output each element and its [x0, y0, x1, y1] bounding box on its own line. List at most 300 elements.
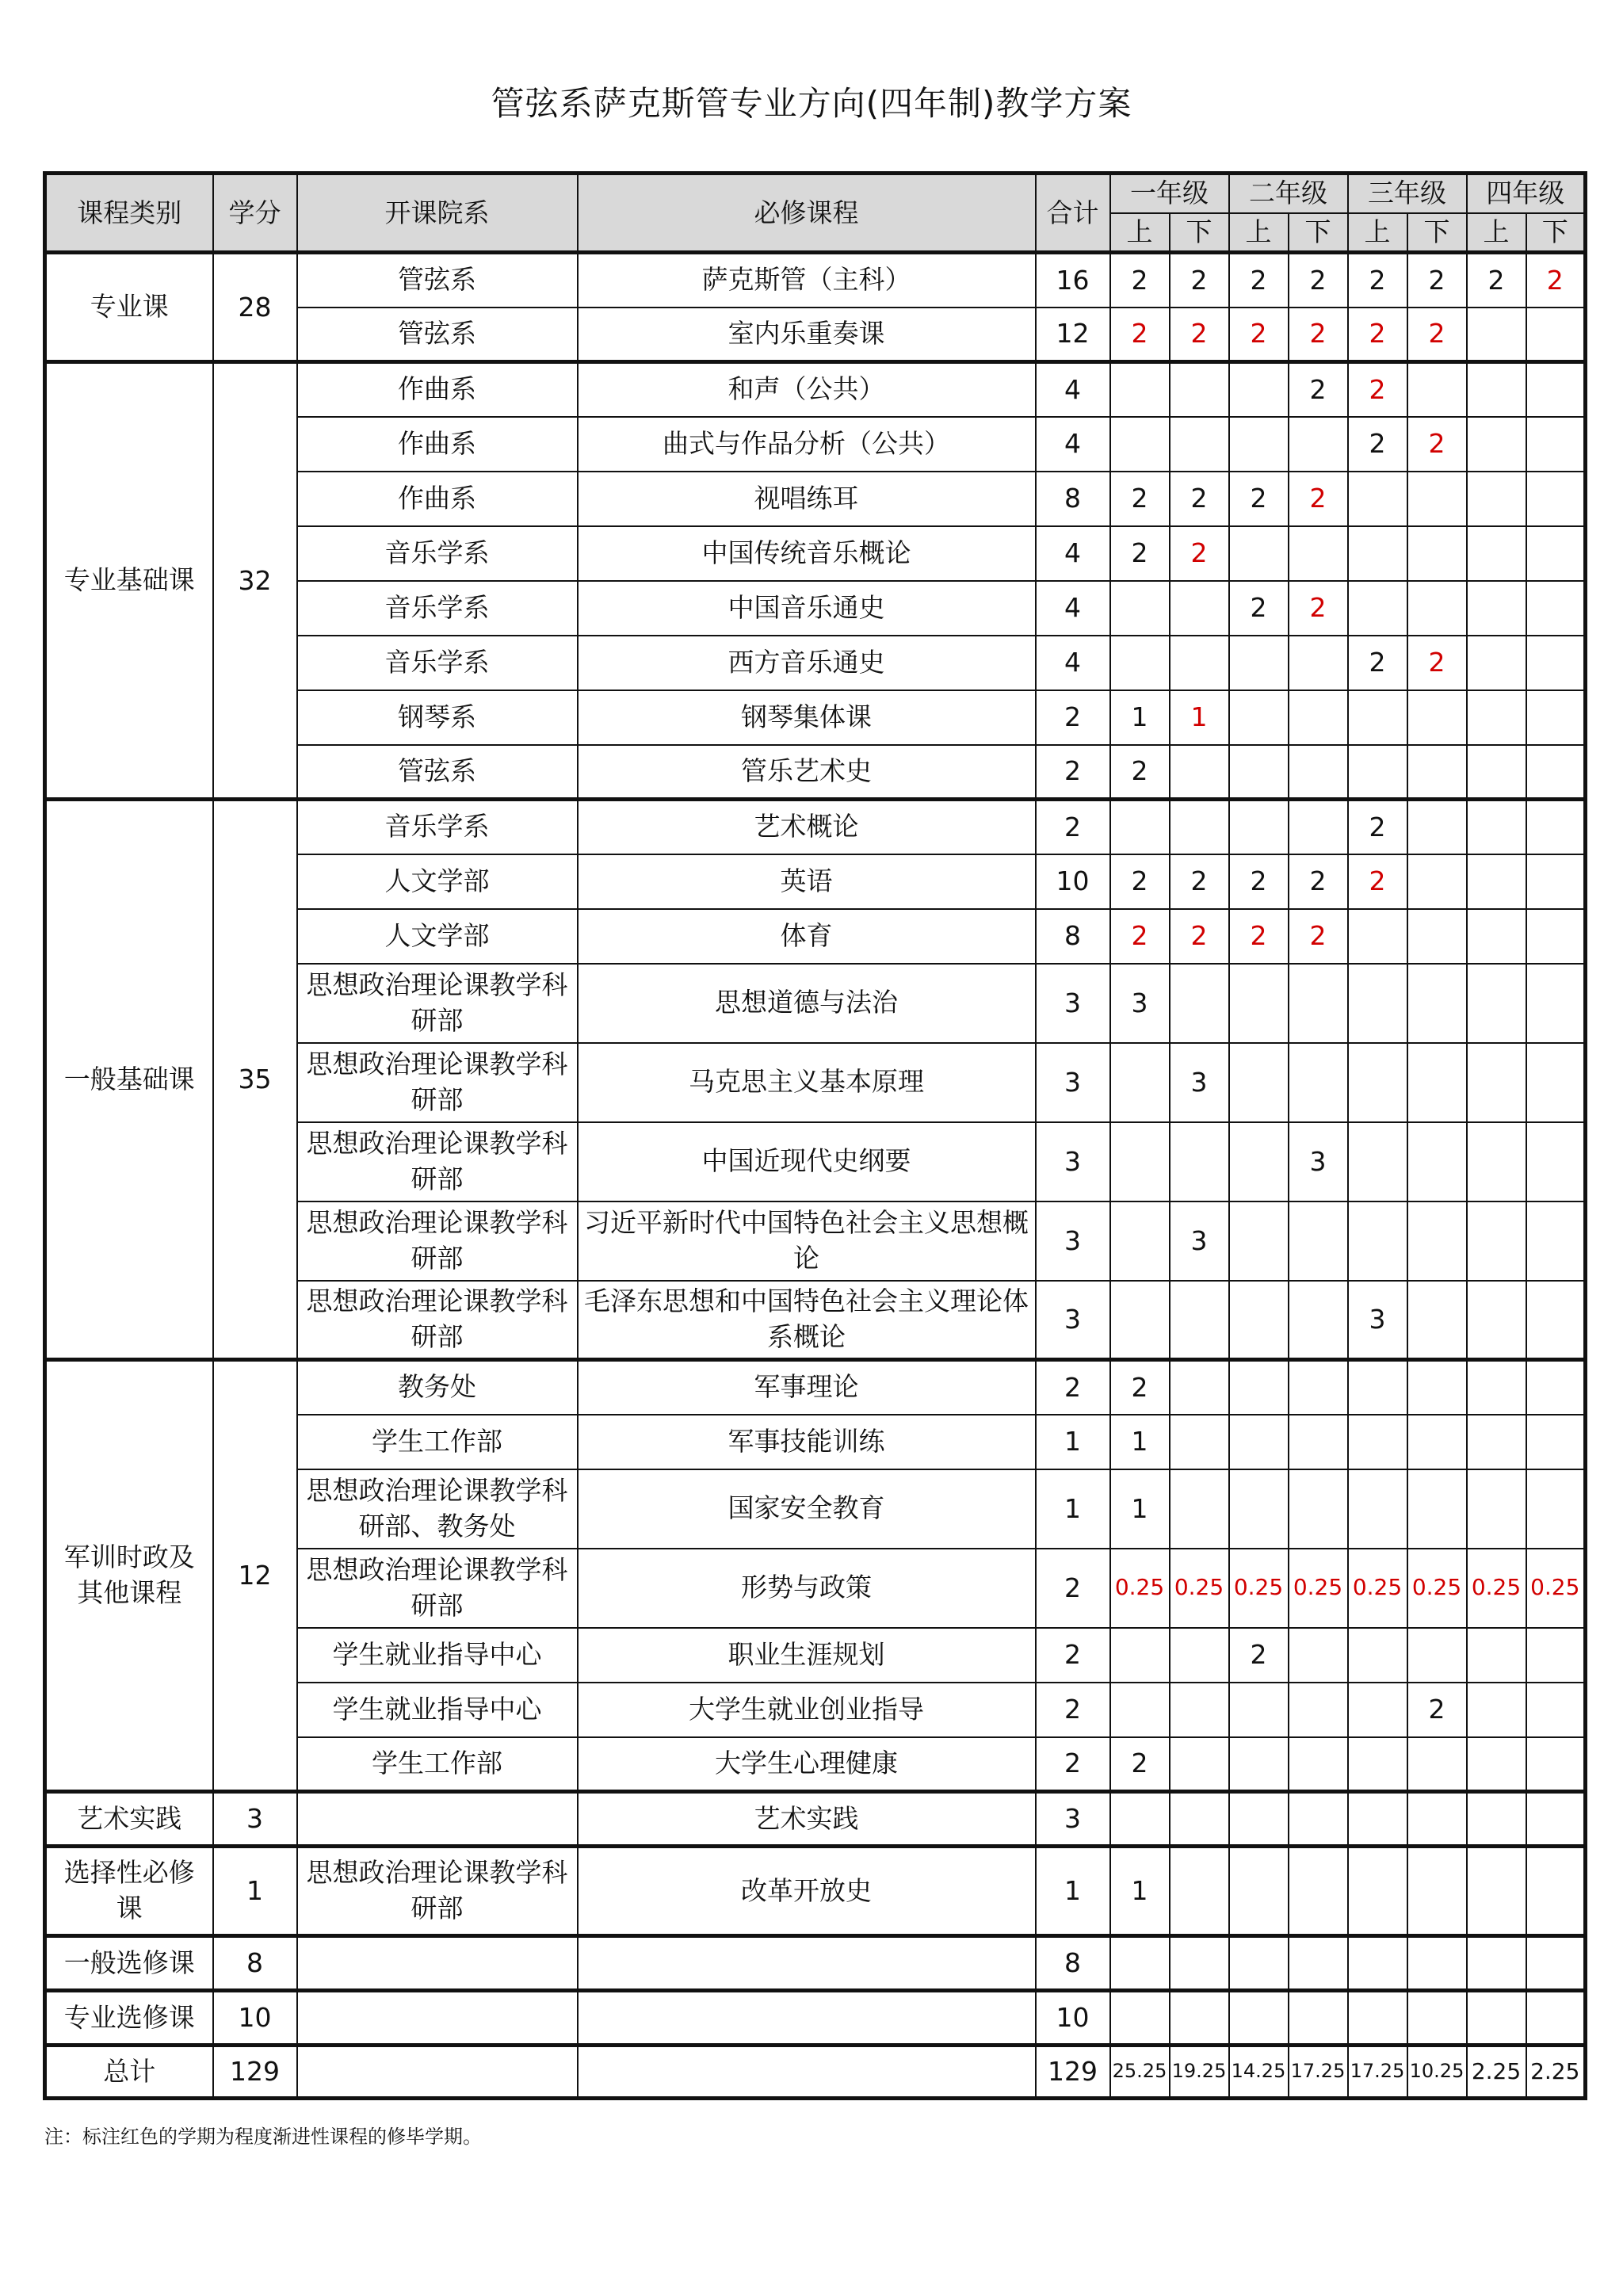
term-cell: 2 [1229, 472, 1289, 526]
term-cell [1348, 1043, 1407, 1122]
course-group [45, 1936, 1586, 1991]
header-term: 下 [1289, 213, 1348, 253]
term-cell [1467, 1201, 1526, 1281]
term-cell [1229, 1847, 1289, 1936]
totals-row [45, 2046, 1586, 2099]
totals-section [45, 2046, 1586, 2099]
term-cell [1229, 1991, 1289, 2046]
credits-cell: 28 [213, 253, 297, 362]
term-cell [1289, 1936, 1348, 1991]
term-cell [1526, 1936, 1586, 1991]
term-cell [1110, 1792, 1170, 1847]
term-cell [1467, 417, 1526, 472]
totals-term: 19.25 [1170, 2046, 1229, 2099]
term-cell: 3 [1348, 1281, 1407, 1360]
department-cell [297, 1991, 578, 2046]
term-cell [1170, 1281, 1229, 1360]
department-cell: 教务处 [297, 1360, 578, 1415]
department-cell: 音乐学系 [297, 800, 578, 854]
table-row [45, 1360, 1586, 1415]
header-department: 开课院系 [297, 174, 578, 253]
term-cell [1467, 1043, 1526, 1122]
term-cell: 2 [1348, 308, 1407, 362]
term-cell: 1 [1110, 1469, 1170, 1549]
totals-term: 2.25 [1526, 2046, 1586, 2099]
term-cell [1526, 690, 1586, 745]
term-cell [1526, 1683, 1586, 1737]
term-cell [1407, 909, 1467, 964]
term-cell [1348, 1847, 1407, 1936]
category-cell: 选择性必修课 [45, 1847, 213, 1936]
term-cell [1407, 690, 1467, 745]
term-cell: 2 [1110, 909, 1170, 964]
term-cell [1229, 1792, 1289, 1847]
term-cell [1348, 526, 1407, 581]
header-term: 上 [1467, 213, 1526, 253]
course-cell: 艺术实践 [578, 1792, 1036, 1847]
term-cell: 0.25 [1229, 1549, 1289, 1628]
term-cell [1348, 1469, 1407, 1549]
term-cell [1526, 308, 1586, 362]
category-cell: 专业选修课 [45, 1991, 213, 2046]
total-cell: 1 [1036, 1847, 1110, 1936]
term-cell: 1 [1110, 1415, 1170, 1469]
credits-cell: 10 [213, 1991, 297, 2046]
header-term: 下 [1407, 213, 1467, 253]
header-year: 三年级 [1348, 174, 1467, 213]
term-cell [1229, 690, 1289, 745]
term-cell [1170, 1683, 1229, 1737]
term-cell [1348, 690, 1407, 745]
course-cell: 军事理论 [578, 1360, 1036, 1415]
term-cell [1110, 581, 1170, 636]
term-cell [1467, 1936, 1526, 1991]
term-cell [1467, 1360, 1526, 1415]
term-cell [1467, 964, 1526, 1043]
credits-cell: 3 [213, 1792, 297, 1847]
department-cell: 人文学部 [297, 854, 578, 909]
course-group [45, 800, 1586, 1360]
category-cell: 专业课 [45, 253, 213, 362]
total-cell: 3 [1036, 1792, 1110, 1847]
department-cell [297, 1792, 578, 1847]
total-cell: 4 [1036, 581, 1110, 636]
term-cell [1526, 1469, 1586, 1549]
department-cell: 学生就业指导中心 [297, 1628, 578, 1683]
term-cell [1170, 636, 1229, 690]
term-cell [1526, 417, 1586, 472]
term-cell: 2 [1407, 417, 1467, 472]
term-cell [1407, 581, 1467, 636]
term-cell [1110, 1281, 1170, 1360]
total-cell: 2 [1036, 800, 1110, 854]
department-cell [297, 1936, 578, 1991]
term-cell [1526, 636, 1586, 690]
term-cell [1170, 1792, 1229, 1847]
term-cell [1229, 526, 1289, 581]
total-cell: 2 [1036, 1628, 1110, 1683]
term-cell [1407, 1936, 1467, 1991]
total-cell: 2 [1036, 1683, 1110, 1737]
department-cell: 音乐学系 [297, 526, 578, 581]
table-row [45, 1792, 1586, 1847]
course-cell: 形势与政策 [578, 1549, 1036, 1628]
term-cell: 2 [1110, 308, 1170, 362]
term-cell: 2 [1229, 1628, 1289, 1683]
header-credits: 学分 [213, 174, 297, 253]
term-cell [1526, 909, 1586, 964]
term-cell: 2 [1289, 854, 1348, 909]
department-cell: 学生工作部 [297, 1737, 578, 1792]
term-cell [1110, 1122, 1170, 1201]
total-cell: 3 [1036, 1281, 1110, 1360]
term-cell [1170, 1360, 1229, 1415]
term-cell [1467, 1628, 1526, 1683]
table-row [45, 800, 1586, 854]
term-cell [1467, 1469, 1526, 1549]
department-cell: 学生就业指导中心 [297, 1683, 578, 1737]
course-cell: 视唱练耳 [578, 472, 1036, 526]
term-cell: 2 [1110, 854, 1170, 909]
term-cell [1289, 1847, 1348, 1936]
term-cell [1407, 800, 1467, 854]
department-cell: 音乐学系 [297, 636, 578, 690]
course-cell: 室内乐重奏课 [578, 308, 1036, 362]
term-cell: 2 [1348, 636, 1407, 690]
term-cell [1289, 1469, 1348, 1549]
credits-cell: 1 [213, 1847, 297, 1936]
term-cell [1348, 1628, 1407, 1683]
term-cell: 2 [1348, 854, 1407, 909]
credits-cell: 8 [213, 1936, 297, 1991]
department-cell: 学生工作部 [297, 1415, 578, 1469]
credits-cell: 32 [213, 362, 297, 800]
term-cell: 2 [1229, 909, 1289, 964]
term-cell [1467, 1122, 1526, 1201]
term-cell [1289, 690, 1348, 745]
table-row [45, 1991, 1586, 2046]
term-cell [1289, 800, 1348, 854]
term-cell: 1 [1110, 690, 1170, 745]
category-cell: 艺术实践 [45, 1792, 213, 1847]
term-cell [1229, 1469, 1289, 1549]
term-cell: 2 [1229, 581, 1289, 636]
term-cell [1467, 1737, 1526, 1792]
term-cell: 2 [1289, 308, 1348, 362]
term-cell [1229, 800, 1289, 854]
term-cell [1467, 362, 1526, 417]
term-cell [1229, 1201, 1289, 1281]
total-cell: 4 [1036, 417, 1110, 472]
term-cell [1526, 1847, 1586, 1936]
department-cell: 思想政治理论课教学科研部 [297, 1847, 578, 1936]
term-cell: 3 [1170, 1201, 1229, 1281]
term-cell [1289, 1043, 1348, 1122]
term-cell [1229, 745, 1289, 800]
term-cell [1526, 1360, 1586, 1415]
header-term: 上 [1110, 213, 1170, 253]
department-cell: 作曲系 [297, 417, 578, 472]
header-year: 一年级 [1110, 174, 1229, 213]
header-year: 二年级 [1229, 174, 1348, 213]
total-cell: 3 [1036, 1043, 1110, 1122]
total-cell: 1 [1036, 1415, 1110, 1469]
term-cell: 3 [1289, 1122, 1348, 1201]
term-cell: 2 [1289, 909, 1348, 964]
course-group [45, 1847, 1586, 1936]
term-cell: 2 [1407, 1683, 1467, 1737]
term-cell [1526, 362, 1586, 417]
term-cell [1229, 636, 1289, 690]
totals-term: 25.25 [1110, 2046, 1170, 2099]
total-cell: 2 [1036, 690, 1110, 745]
term-cell [1229, 1683, 1289, 1737]
term-cell [1526, 1628, 1586, 1683]
table-row [45, 362, 1586, 417]
term-cell [1407, 745, 1467, 800]
totals-term: 10.25 [1407, 2046, 1467, 2099]
total-cell: 10 [1036, 854, 1110, 909]
term-cell: 0.25 [1110, 1549, 1170, 1628]
term-cell: 0.25 [1526, 1549, 1586, 1628]
total-cell: 16 [1036, 253, 1110, 308]
department-cell: 思想政治理论课教学科研部 [297, 1549, 578, 1628]
term-cell [1467, 308, 1526, 362]
term-cell: 2 [1348, 362, 1407, 417]
term-cell [1348, 1991, 1407, 2046]
course-group [45, 1991, 1586, 2046]
term-cell [1348, 1415, 1407, 1469]
term-cell [1289, 1991, 1348, 2046]
term-cell [1467, 1847, 1526, 1936]
category-cell: 专业基础课 [45, 362, 213, 800]
course-cell: 大学生心理健康 [578, 1737, 1036, 1792]
course-cell: 和声（公共） [578, 362, 1036, 417]
term-cell [1170, 964, 1229, 1043]
term-cell [1110, 636, 1170, 690]
term-cell: 2 [1110, 253, 1170, 308]
course-cell: 马克思主义基本原理 [578, 1043, 1036, 1122]
term-cell: 2 [1407, 253, 1467, 308]
term-cell: 2 [1170, 472, 1229, 526]
course-cell: 职业生涯规划 [578, 1628, 1036, 1683]
term-cell: 2 [1348, 800, 1407, 854]
term-cell [1526, 1281, 1586, 1360]
term-cell [1170, 745, 1229, 800]
table-row [45, 1936, 1586, 1991]
department-cell: 作曲系 [297, 472, 578, 526]
course-cell: 体育 [578, 909, 1036, 964]
term-cell [1467, 581, 1526, 636]
header-course: 必修课程 [578, 174, 1036, 253]
course-cell: 艺术概论 [578, 800, 1036, 854]
term-cell: 2 [1526, 253, 1586, 308]
term-cell: 0.25 [1289, 1549, 1348, 1628]
department-cell: 思想政治理论课教学科研部 [297, 964, 578, 1043]
term-cell [1170, 1628, 1229, 1683]
term-cell [1526, 1201, 1586, 1281]
term-cell: 1 [1170, 690, 1229, 745]
term-cell: 2 [1110, 1360, 1170, 1415]
term-cell [1467, 1683, 1526, 1737]
total-cell: 2 [1036, 1360, 1110, 1415]
term-cell [1170, 581, 1229, 636]
course-group [45, 1792, 1586, 1847]
department-cell: 作曲系 [297, 362, 578, 417]
term-cell [1170, 1122, 1229, 1201]
total-cell: 3 [1036, 964, 1110, 1043]
term-cell: 2 [1110, 526, 1170, 581]
course-cell: 钢琴集体课 [578, 690, 1036, 745]
term-cell [1229, 1737, 1289, 1792]
term-cell [1407, 472, 1467, 526]
term-cell [1289, 1360, 1348, 1415]
term-cell [1110, 362, 1170, 417]
term-cell [1407, 1847, 1467, 1936]
term-cell [1348, 1360, 1407, 1415]
header-term: 下 [1526, 213, 1586, 253]
term-cell [1467, 1415, 1526, 1469]
totals-term: 17.25 [1289, 2046, 1348, 2099]
term-cell: 0.25 [1467, 1549, 1526, 1628]
empty-cell [297, 2046, 578, 2099]
term-cell [1467, 1991, 1526, 2046]
term-cell: 2 [1110, 1737, 1170, 1792]
department-cell: 思想政治理论课教学科研部 [297, 1201, 578, 1281]
total-cell: 2 [1036, 1737, 1110, 1792]
term-cell [1289, 636, 1348, 690]
term-cell [1467, 636, 1526, 690]
department-cell: 音乐学系 [297, 581, 578, 636]
department-cell: 管弦系 [297, 308, 578, 362]
term-cell [1407, 964, 1467, 1043]
term-cell: 2 [1229, 253, 1289, 308]
table-header [45, 174, 1586, 253]
term-cell [1289, 417, 1348, 472]
page-title: 管弦系萨克斯管专业方向(四年制)教学方案 [491, 84, 1132, 123]
empty-cell [578, 2046, 1036, 2099]
term-cell [1526, 1991, 1586, 2046]
table-row [45, 1847, 1586, 1936]
term-cell [1289, 1628, 1348, 1683]
term-cell: 2 [1170, 308, 1229, 362]
department-cell: 管弦系 [297, 253, 578, 308]
footnote: 注：标注红色的学期为程度渐进性课程的修毕学期。 [44, 2126, 482, 2148]
term-cell: 2 [1229, 854, 1289, 909]
term-cell [1407, 1628, 1467, 1683]
term-cell [1526, 581, 1586, 636]
term-cell: 2 [1170, 909, 1229, 964]
term-cell [1170, 1469, 1229, 1549]
department-cell: 思想政治理论课教学科研部 [297, 1281, 578, 1360]
term-cell [1467, 909, 1526, 964]
term-cell [1170, 1991, 1229, 2046]
term-cell [1229, 1043, 1289, 1122]
term-cell [1407, 1122, 1467, 1201]
term-cell: 2 [1170, 253, 1229, 308]
term-cell: 1 [1110, 1847, 1170, 1936]
term-cell: 2 [1110, 745, 1170, 800]
curriculum-table [43, 171, 1587, 2100]
course-cell: 毛泽东思想和中国特色社会主义理论体系概论 [578, 1281, 1036, 1360]
course-cell: 中国传统音乐概论 [578, 526, 1036, 581]
term-cell [1407, 1469, 1467, 1549]
course-cell: 中国音乐通史 [578, 581, 1036, 636]
term-cell [1467, 690, 1526, 745]
term-cell: 2 [1229, 308, 1289, 362]
course-cell: 中国近现代史纲要 [578, 1122, 1036, 1201]
term-cell [1407, 362, 1467, 417]
total-cell: 12 [1036, 308, 1110, 362]
term-cell [1467, 1281, 1526, 1360]
term-cell [1526, 745, 1586, 800]
header-total: 合计 [1036, 174, 1110, 253]
total-cell: 4 [1036, 526, 1110, 581]
table-row [45, 253, 1586, 308]
term-cell [1526, 1737, 1586, 1792]
term-cell [1170, 1737, 1229, 1792]
total-cell: 10 [1036, 1991, 1110, 2046]
term-cell [1110, 1201, 1170, 1281]
term-cell [1289, 1792, 1348, 1847]
term-cell: 2 [1289, 253, 1348, 308]
course-cell: 曲式与作品分析（公共） [578, 417, 1036, 472]
term-cell: 2 [1289, 362, 1348, 417]
term-cell [1526, 800, 1586, 854]
term-cell [1348, 1683, 1407, 1737]
term-cell [1467, 472, 1526, 526]
term-cell: 0.25 [1348, 1549, 1407, 1628]
header-year: 四年级 [1467, 174, 1586, 213]
term-cell [1289, 1683, 1348, 1737]
term-cell [1289, 1201, 1348, 1281]
totals-term: 2.25 [1467, 2046, 1526, 2099]
term-cell: 2 [1407, 308, 1467, 362]
term-cell [1348, 745, 1407, 800]
department-cell: 思想政治理论课教学科研部、教务处 [297, 1469, 578, 1549]
course-cell: 西方音乐通史 [578, 636, 1036, 690]
term-cell: 2 [1110, 472, 1170, 526]
term-cell [1170, 800, 1229, 854]
department-cell: 钢琴系 [297, 690, 578, 745]
term-cell [1170, 417, 1229, 472]
course-cell: 英语 [578, 854, 1036, 909]
term-cell [1110, 1936, 1170, 1991]
term-cell [1110, 1043, 1170, 1122]
term-cell [1110, 1683, 1170, 1737]
term-cell [1407, 1792, 1467, 1847]
term-cell [1289, 1281, 1348, 1360]
category-cell: 一般选修课 [45, 1936, 213, 1991]
credits-cell: 12 [213, 1360, 297, 1792]
term-cell [1467, 1792, 1526, 1847]
term-cell: 2 [1348, 253, 1407, 308]
total-cell: 3 [1036, 1122, 1110, 1201]
course-cell [578, 1991, 1036, 2046]
term-cell [1348, 1936, 1407, 1991]
term-cell [1229, 964, 1289, 1043]
term-cell [1348, 1122, 1407, 1201]
term-cell [1289, 1737, 1348, 1792]
term-cell: 2 [1289, 472, 1348, 526]
term-cell: 0.25 [1407, 1549, 1467, 1628]
term-cell [1110, 800, 1170, 854]
term-cell [1229, 1281, 1289, 1360]
term-cell [1407, 1737, 1467, 1792]
department-cell: 思想政治理论课教学科研部 [297, 1043, 578, 1122]
department-cell: 人文学部 [297, 909, 578, 964]
course-group [45, 1360, 1586, 1792]
